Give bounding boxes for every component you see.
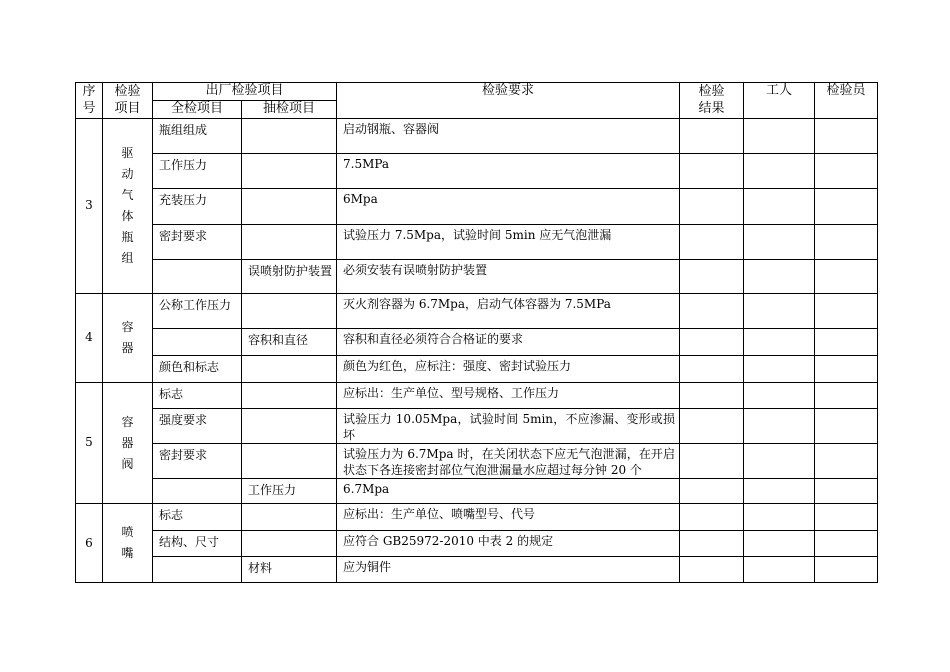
header-factory-items: 出厂检验项目 (153, 83, 337, 101)
inspector-cell[interactable] (815, 383, 878, 409)
full-item-cell: 颜色和标志 (153, 356, 242, 383)
sample-item-cell (242, 154, 337, 189)
inspection-table (75, 82, 878, 583)
worker-cell[interactable] (744, 356, 815, 383)
requirement-cell: 启动钢瓶、容器阀 (337, 119, 680, 154)
header-inspect-item: 检验项目 (103, 83, 153, 119)
result-cell[interactable] (680, 294, 744, 329)
inspector-cell[interactable] (815, 119, 878, 154)
full-item-cell: 工作压力 (153, 154, 242, 189)
sample-item-cell (242, 225, 337, 260)
result-cell[interactable] (680, 329, 744, 356)
table-row (76, 294, 878, 329)
result-cell[interactable] (680, 409, 744, 444)
full-item-cell: 充装压力 (153, 189, 242, 225)
table-row (76, 531, 878, 557)
result-cell[interactable] (680, 383, 744, 409)
group-item-name (103, 383, 153, 504)
full-item-cell: 公称工作压力 (153, 294, 242, 329)
inspector-cell[interactable] (815, 409, 878, 444)
inspector-cell[interactable] (815, 260, 878, 294)
result-cell[interactable] (680, 260, 744, 294)
header-sample-items: 抽检项目 (242, 101, 337, 119)
result-cell[interactable] (680, 154, 744, 189)
table-row (76, 225, 878, 260)
requirement-cell: 灭火剂容器为 6.7Mpa，启动气体容器为 7.5MPa (337, 294, 680, 329)
group-number: 3 (76, 119, 103, 294)
requirement-cell: 试验压力 7.5Mpa，试验时间 5min 应无气泡泄漏 (337, 225, 680, 260)
inspector-cell[interactable] (815, 479, 878, 504)
table-row (76, 557, 878, 583)
full-item-cell: 标志 (153, 504, 242, 531)
sample-item-cell (242, 504, 337, 531)
sample-item-cell: 容积和直径 (242, 329, 337, 356)
requirement-cell: 应标出：生产单位、型号规格、工作压力 (337, 383, 680, 409)
result-cell[interactable] (680, 225, 744, 260)
requirement-cell: 试验压力为 6.7Mpa 时，在关闭状态下应无气泡泄漏，在开启状态下各连接密封部位气泡泄漏量水应超过每分钟 20 个 (337, 444, 680, 479)
table-row (76, 356, 878, 383)
header-requirements: 检验要求 (337, 83, 680, 119)
full-item-cell: 标志 (153, 383, 242, 409)
header-inspector: 检验员 (815, 83, 878, 119)
sample-item-cell (242, 294, 337, 329)
table-row (76, 444, 878, 479)
worker-cell[interactable] (744, 479, 815, 504)
result-cell[interactable] (680, 531, 744, 557)
sample-item-cell: 误喷射防护装置 (242, 260, 337, 294)
worker-cell[interactable] (744, 225, 815, 260)
requirement-cell: 颜色为红色，应标注：强度、密封试验压力 (337, 356, 680, 383)
requirement-cell: 容积和直径必须符合合格证的要求 (337, 329, 680, 356)
full-item-cell (153, 557, 242, 583)
table-row (76, 479, 878, 504)
result-cell[interactable] (680, 119, 744, 154)
group-number: 5 (76, 383, 103, 504)
requirement-cell: 应符合 GB25972-2010 中表 2 的规定 (337, 531, 680, 557)
inspector-cell[interactable] (815, 225, 878, 260)
inspector-cell[interactable] (815, 557, 878, 583)
worker-cell[interactable] (744, 409, 815, 444)
inspector-cell[interactable] (815, 294, 878, 329)
table-row (76, 119, 878, 154)
table-row (76, 383, 878, 409)
group-item-name (103, 119, 153, 294)
table-row (76, 329, 878, 356)
full-item-cell: 密封要求 (153, 225, 242, 260)
table-body (76, 83, 878, 583)
inspector-cell[interactable] (815, 531, 878, 557)
worker-cell[interactable] (744, 557, 815, 583)
table-row (76, 154, 878, 189)
group-number: 6 (76, 504, 103, 583)
group-item-label: 容器 (121, 320, 134, 355)
full-item-cell (153, 479, 242, 504)
full-item-cell: 瓶组组成 (153, 119, 242, 154)
group-item-label: 容器阀 (121, 414, 134, 471)
worker-cell[interactable] (744, 383, 815, 409)
inspector-cell[interactable] (815, 356, 878, 383)
worker-cell[interactable] (744, 531, 815, 557)
full-item-cell: 结构、尺寸 (153, 531, 242, 557)
table-row (76, 260, 878, 294)
result-cell[interactable] (680, 444, 744, 479)
group-number: 4 (76, 294, 103, 383)
full-item-cell: 密封要求 (153, 444, 242, 479)
worker-cell[interactable] (744, 189, 815, 225)
full-item-cell (153, 260, 242, 294)
group-item-name (103, 504, 153, 583)
inspector-cell[interactable] (815, 329, 878, 356)
sample-item-cell: 工作压力 (242, 479, 337, 504)
worker-cell[interactable] (744, 444, 815, 479)
requirement-cell: 必须安装有误喷射防护装置 (337, 260, 680, 294)
table-row (76, 189, 878, 225)
requirement-cell: 7.5MPa (337, 154, 680, 189)
worker-cell[interactable] (744, 154, 815, 189)
sample-item-cell (242, 531, 337, 557)
header-worker: 工人 (744, 83, 815, 119)
table-row (76, 409, 878, 444)
group-item-name (103, 294, 153, 383)
result-cell[interactable] (680, 557, 744, 583)
inspector-cell[interactable] (815, 154, 878, 189)
inspector-cell[interactable] (815, 444, 878, 479)
group-item-label: 驱动气体瓶组 (121, 146, 134, 265)
group-item-label: 喷嘴 (121, 525, 134, 561)
result-cell[interactable] (680, 189, 744, 225)
requirement-cell: 6.7Mpa (337, 479, 680, 504)
worker-cell[interactable] (744, 260, 815, 294)
full-item-cell: 强度要求 (153, 409, 242, 444)
sample-item-cell (242, 356, 337, 383)
requirement-cell: 应为铜件 (337, 557, 680, 583)
sample-item-cell (242, 444, 337, 479)
table-row (76, 504, 878, 531)
sample-item-cell (242, 189, 337, 225)
sample-item-cell: 材料 (242, 557, 337, 583)
worker-cell[interactable] (744, 504, 815, 531)
header-row-1 (76, 83, 878, 101)
header-full-items: 全检项目 (153, 101, 242, 119)
sample-item-cell (242, 119, 337, 154)
header-seq: 序号 (76, 83, 103, 119)
worker-cell[interactable] (744, 119, 815, 154)
result-cell[interactable] (680, 356, 744, 383)
requirement-cell: 应标出：生产单位、喷嘴型号、代号 (337, 504, 680, 531)
requirement-cell: 试验压力 10.05Mpa，试验时间 5min，不应渗漏、变形或损坏 (337, 409, 680, 444)
result-cell[interactable] (680, 479, 744, 504)
inspector-cell[interactable] (815, 504, 878, 531)
result-cell[interactable] (680, 504, 744, 531)
worker-cell[interactable] (744, 329, 815, 356)
sample-item-cell (242, 409, 337, 444)
sample-item-cell (242, 383, 337, 409)
header-result: 检验结果 (680, 83, 744, 119)
worker-cell[interactable] (744, 294, 815, 329)
full-item-cell (153, 329, 242, 356)
requirement-cell: 6Mpa (337, 189, 680, 225)
inspector-cell[interactable] (815, 189, 878, 225)
